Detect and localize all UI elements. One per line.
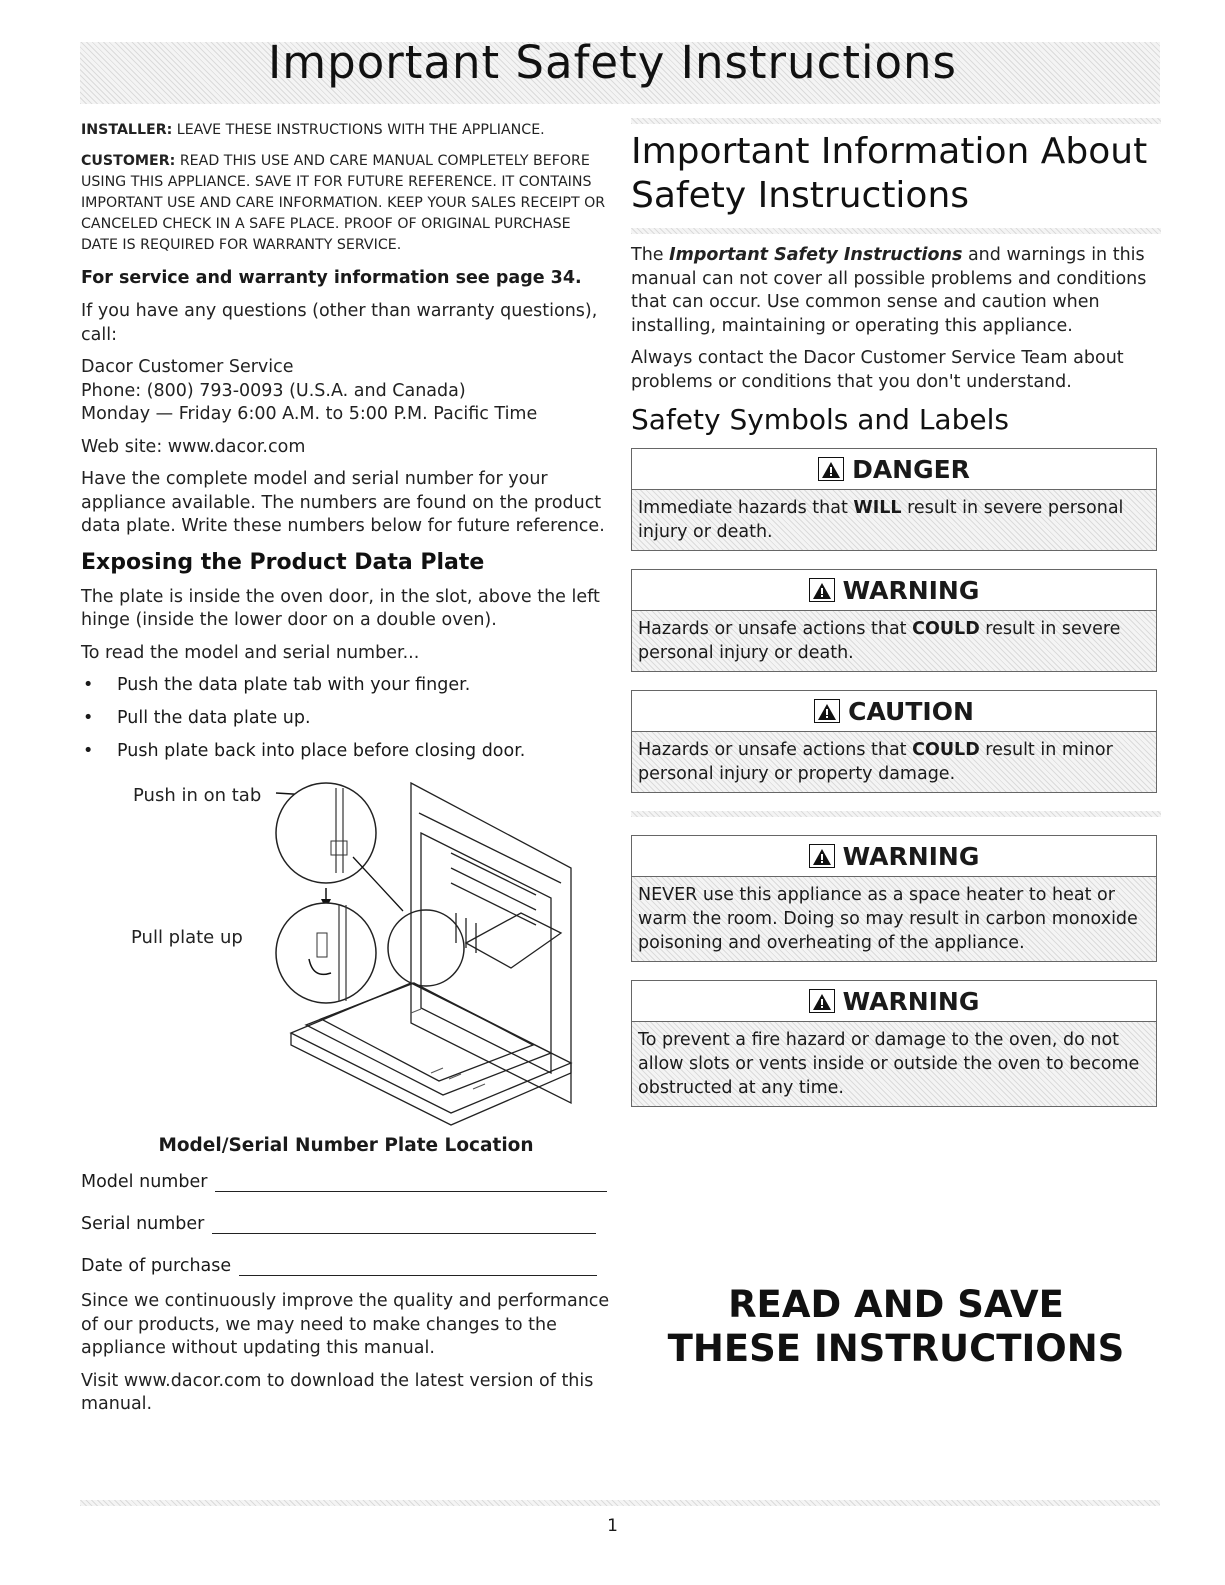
serial-number-label: Serial number [81,1214,205,1234]
date-of-purchase-label: Date of purchase [81,1256,232,1276]
to-read-text: To read the model and serial number... [81,642,420,663]
danger-text-pre: Immediate hazards that [638,498,854,518]
list-item [81,740,611,763]
warning-label-box [631,569,1157,672]
contact-name: Dacor Customer Service [81,357,294,377]
contact-note: Always contact the Dacor Customer Service Team about problems or conditions that you don't understand. [631,348,1124,392]
exposing-heading: Exposing the Product Data Plate [81,549,485,575]
footer-rule [80,1500,1160,1506]
read-and-save-line-1: READ AND SAVE [728,1283,1064,1326]
warning-text-strong: COULD [912,619,980,639]
intro-pre: The [631,245,670,265]
page-title: Important Safety Instructions [268,36,957,89]
space-heater-warning-title: WARNING [842,841,980,871]
model-number-field[interactable] [81,1164,611,1192]
serial-number-blank[interactable] [212,1213,596,1234]
service-line: For service and warranty information see page 34. [81,268,582,288]
fire-hazard-warning-text: To prevent a fire hazard or damage to the oven, do not allow slots or vents inside or outside the oven to become obstructed at any time. [638,1030,1140,1098]
left-column [81,120,611,1426]
customer-note [81,151,611,256]
installer-note [81,120,611,141]
danger-label-box [631,448,1157,551]
intro-text [631,244,1161,338]
detail-circle-push [276,783,376,883]
pull-label: Pull plate up [131,927,243,948]
website-text: Web site: www.dacor.com [81,436,306,457]
caution-text-strong: COULD [912,740,980,760]
bullet-icon: • [83,708,94,728]
right-column [631,118,1161,1125]
warning-triangle-icon [809,989,835,1013]
visit-note: Visit www.dacor.com to download the latest version of this manual. [81,1370,594,1414]
caution-label-box [631,690,1157,793]
danger-body [632,490,1156,550]
section-rule [631,118,1161,124]
push-label: Push in on tab [133,785,262,806]
warning-triangle-icon [818,457,844,481]
section-rule [631,811,1161,817]
figure-caption: Model/Serial Number Plate Location [158,1135,534,1156]
detail-circle-pull [276,903,376,1003]
bullet-icon: • [83,675,94,695]
questions-text: If you have any questions (other than warranty questions), call: [81,301,598,345]
customer-label: CUSTOMER: [81,153,176,169]
list-item [81,674,611,697]
list-item [81,707,611,730]
contact-phone: Phone: (800) 793-0093 (U.S.A. and Canada) [81,380,466,401]
warning-text-post: result in severe personal injury or death. [638,619,1121,663]
intro-post: and warnings in this manual can not cover all possible problems and conditions that can occur. Use common sense and caution when installing, maintaining or operating this appliance. [631,245,1147,336]
oven-illustration [81,773,611,1133]
warning-text-pre: Hazards or unsafe actions that [638,619,913,639]
caution-text-pre: Hazards or unsafe actions that [638,740,913,760]
list-item-text: Push the data plate tab with your finger. [117,675,471,695]
right-heading: Important Information About Safety Instructions [631,131,1148,216]
caution-header [632,691,1156,732]
symbols-heading: Safety Symbols and Labels [631,403,1009,436]
installer-text: LEAVE THESE INSTRUCTIONS WITH THE APPLIANCE. [172,122,545,138]
fire-hazard-warning-box [631,980,1157,1107]
danger-text-strong: WILL [853,498,902,518]
list-item-text: Pull the data plate up. [117,708,311,728]
warning-triangle-icon [809,844,835,868]
steps-list [81,674,611,763]
fire-hazard-warning-header [632,981,1156,1022]
warning-triangle-icon [809,578,835,602]
space-heater-warning-header [632,836,1156,877]
danger-text-post: result in severe personal injury or death. [638,498,1124,542]
warning-body [632,611,1156,671]
read-and-save-line-2: THESE INSTRUCTIONS [667,1327,1125,1370]
oven-drawing [81,773,611,1133]
space-heater-warning-box [631,835,1157,962]
improve-note: Since we continuously improve the quality and performance of our products, we may need to make changes to the appliance without updating this manual. [81,1291,610,1358]
space-heater-warning-text: NEVER use this appliance as a space heater to heat or warm the room. Doing so may result in carbon monoxide poisoning and overheating of the appliance. [638,885,1138,953]
warning-title: WARNING [842,575,980,605]
customer-text: READ THIS USE AND CARE MANUAL COMPLETELY BEFORE USING THIS APPLIANCE. SAVE IT FOR FUTURE REFERENCE. IT CONTAINS IMPORTANT USE AND CARE INFORMATION. KEEP YOUR SALES RECEIPT OR CANCELED CHECK IN A SAFE PLACE. PROOF OF ORIGINAL PURCHASE DATE IS REQUIRED FOR WARRANTY SERVICE. [81,153,606,253]
caution-text-post: result in minor personal injury or property damage. [638,740,1113,784]
warning-triangle-icon [814,699,840,723]
caution-title: CAUTION [848,696,974,726]
contact-hours: Monday — Friday 6:00 A.M. to 5:00 P.M. Pacific Time [81,404,538,424]
date-of-purchase-blank[interactable] [239,1255,597,1276]
warning-header [632,570,1156,611]
caution-body [632,732,1156,792]
installer-label: INSTALLER: [81,122,173,138]
serial-number-field[interactable] [81,1206,611,1234]
list-item-text: Push plate back into place before closing door. [117,741,526,761]
date-of-purchase-field[interactable] [81,1248,611,1276]
model-number-blank[interactable] [215,1171,607,1192]
danger-header [632,449,1156,490]
section-rule [631,228,1161,234]
fire-hazard-warning-title: WARNING [842,986,980,1016]
model-note: Have the complete model and serial number for your appliance available. The numbers are found on the product data plate. Write these numbers below for future reference. [81,469,605,536]
bullet-icon: • [83,741,94,761]
plate-location-text: The plate is inside the oven door, in the slot, above the left hinge (inside the lower door on a double oven). [81,586,600,630]
page-number: 1 [607,1516,618,1536]
intro-emphasis: Important Safety Instructions [669,245,963,265]
model-number-label: Model number [81,1172,208,1192]
danger-title: DANGER [852,454,970,484]
read-and-save-banner [631,1283,1161,1371]
